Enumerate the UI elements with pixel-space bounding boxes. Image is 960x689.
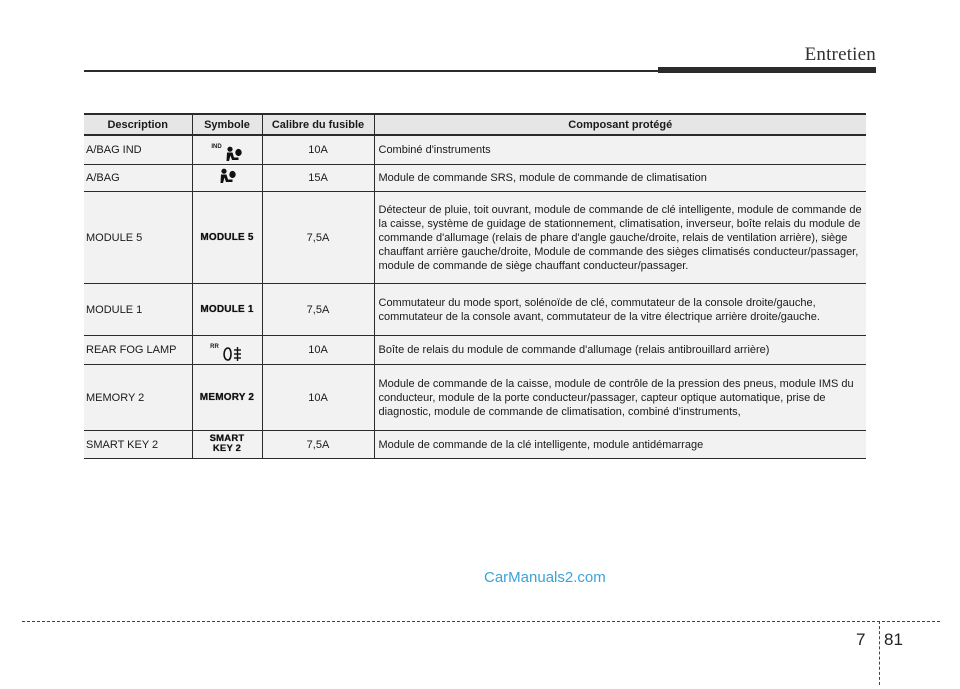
cell-rating: 7,5A: [262, 431, 374, 459]
page-number: 81: [884, 630, 903, 649]
header-bar: [658, 67, 876, 73]
table-row: [84, 135, 866, 165]
cell-description: MEMORY 2: [84, 365, 192, 431]
symbol-text: MEMORY 2: [199, 392, 255, 403]
header-rule: [84, 70, 660, 72]
cell-symbol: [192, 365, 262, 431]
cell-component: Module de commande SRS, module de commande de climatisation: [374, 165, 866, 192]
cell-rating: 7,5A: [262, 284, 374, 336]
table-row: [84, 431, 866, 459]
cell-description: SMART KEY 2: [84, 431, 192, 459]
fuse-table: [84, 113, 866, 459]
cell-rating: 10A: [262, 365, 374, 431]
cell-symbol: [192, 431, 262, 459]
cell-rating: 10A: [262, 135, 374, 165]
cell-description: MODULE 1: [84, 284, 192, 336]
symbol-superscript: IND: [211, 144, 222, 150]
symbol-text: [210, 434, 245, 454]
symbol-text-line2: KEY 2: [212, 443, 242, 454]
cell-component: Module de commande de la caisse, module de contrôle de la pression des pneus, module IMS du conducteur, module de la porte conducteur/passager, capteur optique automatique, prise de diagnostic, module de commande de climatisation, combiné d'instruments,: [374, 365, 866, 431]
cell-symbol: [192, 284, 262, 336]
symbol-text: MODULE 1: [200, 304, 254, 315]
cell-component: Module de commande de la clé intelligente, module antidémarrage: [374, 431, 866, 459]
table-header-row: [84, 114, 866, 135]
cell-description: REAR FOG LAMP: [84, 336, 192, 365]
airbag-icon: [217, 168, 237, 184]
table-row: [84, 365, 866, 431]
col-header-symbol: Symbole: [192, 114, 262, 135]
symbol-text: MODULE 5: [200, 232, 254, 243]
table-row: [84, 165, 866, 192]
col-header-rating: Calibre du fusible: [262, 114, 374, 135]
watermark-link[interactable]: CarManuals2.com: [484, 569, 606, 586]
cell-symbol: [192, 135, 262, 165]
cell-component: Commutateur du mode sport, solénoïde de clé, commutateur de la console droite/gauche, commutateur de la console avant, commutateur de la vitre électrique arrière droite/gauche.: [374, 284, 866, 336]
airbag-figure-icon: [223, 146, 243, 162]
cell-rating: 10A: [262, 336, 374, 365]
cell-description: A/BAG: [84, 165, 192, 192]
cell-component: Détecteur de pluie, toit ouvrant, module de commande de clé intelligente, module de commande de la caisse, système de guidage de stationnement, climatisation, inverseur, boîte relais du module de commande d'allumage (relais de phare d'angle gauche/droite, relais de ventilation arrière), siège chauffant arrière gauche/droite, Module de commande des sièges climatisés conducteur/passager, module de commande de siège chauffant conducteur/passager.: [374, 192, 866, 284]
cell-component: Boîte de relais du module de commande d'allumage (relais antibrouillard arrière): [374, 336, 866, 365]
airbag-ind-icon: [211, 146, 242, 162]
symbol-text-line1: SMART: [209, 433, 245, 444]
col-header-description: Description: [84, 114, 192, 135]
cell-rating: 7,5A: [262, 192, 374, 284]
table-row: [84, 192, 866, 284]
cell-symbol: [192, 336, 262, 365]
fog-light-icon: [220, 346, 244, 362]
col-header-component: Composant protégé: [374, 114, 866, 135]
symbol-superscript: RR: [210, 344, 219, 350]
table-row: [84, 336, 866, 365]
footer-dashed-rule: [22, 621, 940, 622]
table-row: [84, 284, 866, 336]
cell-description: A/BAG IND: [84, 135, 192, 165]
cell-component: Combiné d'instruments: [374, 135, 866, 165]
cell-rating: 15A: [262, 165, 374, 192]
footer-dashed-divider: [879, 621, 880, 685]
cell-symbol: [192, 165, 262, 192]
cell-description: MODULE 5: [84, 192, 192, 284]
section-title: Entretien: [804, 44, 876, 65]
chapter-number: 7: [856, 630, 866, 649]
rear-fog-lamp-icon: [210, 346, 244, 362]
cell-symbol: [192, 192, 262, 284]
